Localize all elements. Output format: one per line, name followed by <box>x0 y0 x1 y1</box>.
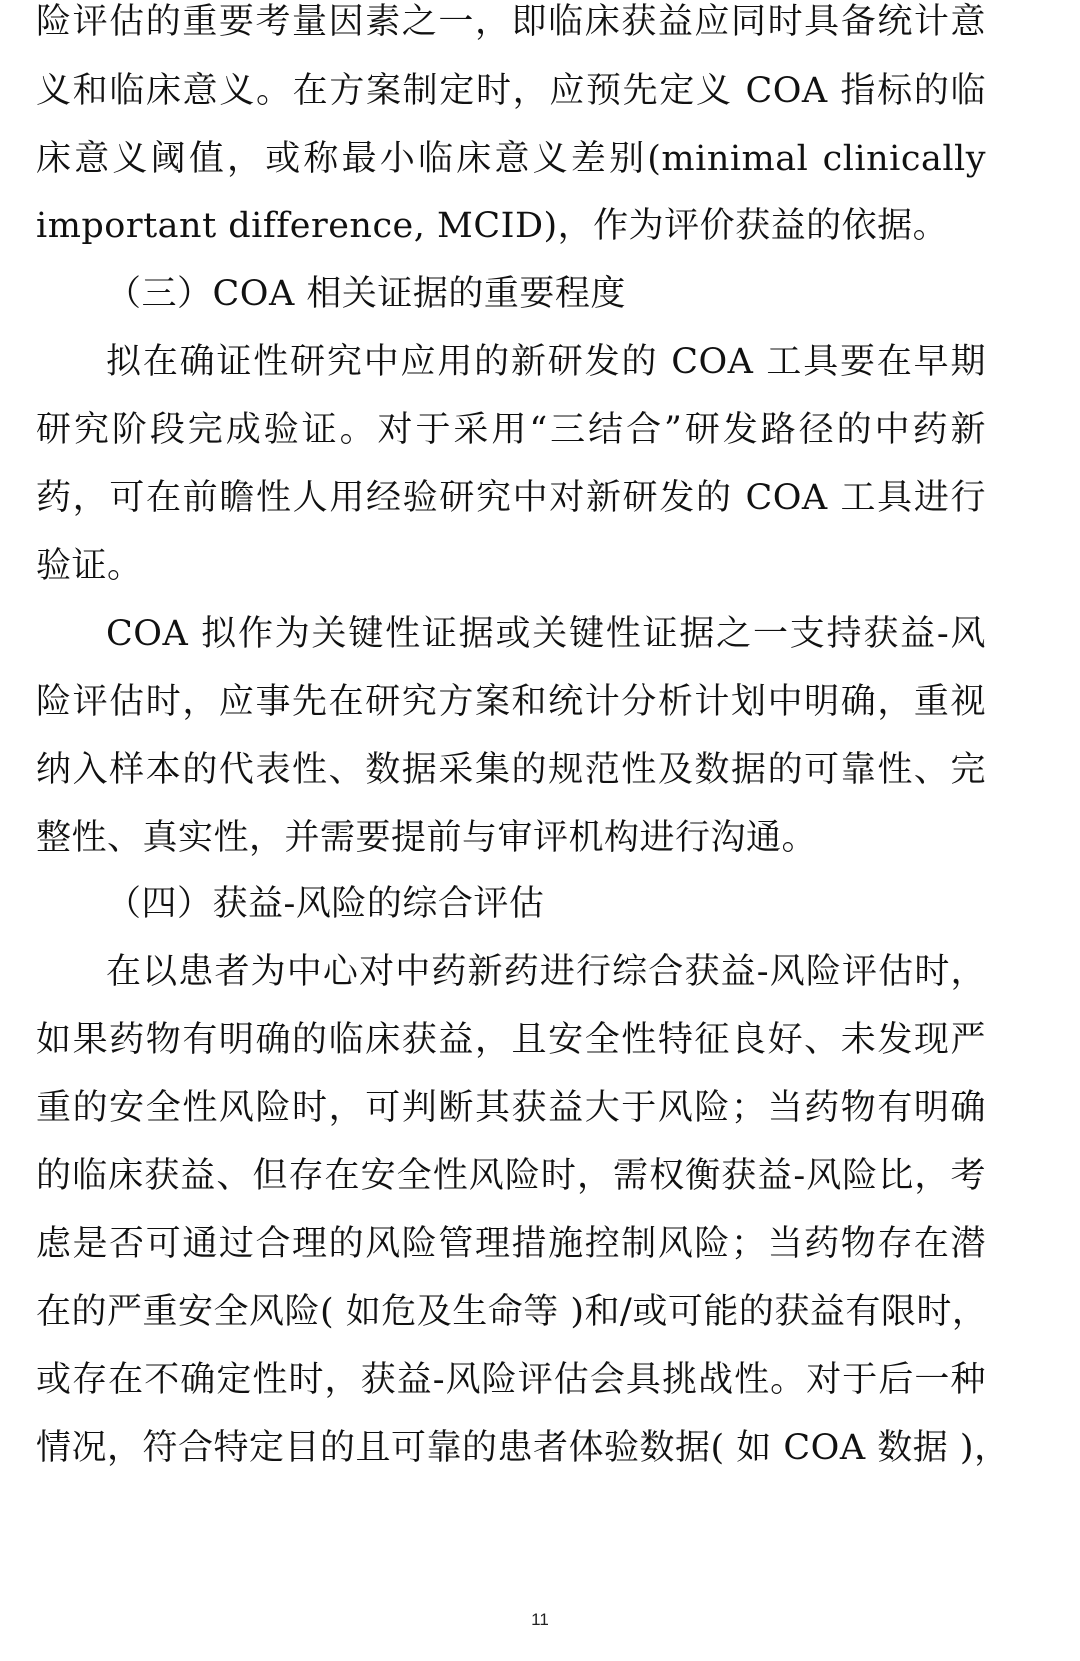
page-number: 11 <box>531 1610 549 1629</box>
text-line: 的临床获益、但存在安全性风险时，需权衡获益-风险比，考 <box>36 1156 986 1196</box>
text-line: 研究阶段完成验证。对于采用“三结合”研发路径的中药新 <box>36 410 986 450</box>
text-line: important difference, MCID)，作为评价获益的依据。 <box>36 206 949 246</box>
section-heading: （三）COA 相关证据的重要程度 <box>106 274 626 314</box>
text-line: 虑是否可通过合理的风险管理措施控制风险；当药物存在潜 <box>36 1224 986 1264</box>
text-line: 床意义阈值，或称最小临床意义差别(minimal clinically <box>36 139 986 179</box>
text-line: 在以患者为中心对中药新药进行综合获益-风险评估时， <box>106 952 986 992</box>
text-line: 险评估时，应事先在研究方案和统计分析计划中明确，重视 <box>36 682 986 722</box>
text-line: 在的严重安全风险( 如危及生命等 )和/或可能的获益有限时， <box>36 1292 988 1332</box>
text-line: 义和临床意义。在方案制定时，应预先定义 COA 指标的临 <box>36 71 986 111</box>
text-line: 或存在不确定性时，获益-风险评估会具挑战性。对于后一种 <box>36 1360 986 1400</box>
text-line: 重的安全性风险时，可判断其获益大于风险；当药物有明确 <box>36 1088 986 1128</box>
text-line: 如果药物有明确的临床获益，且安全性特征良好、未发现严 <box>36 1020 986 1060</box>
text-line: 纳入样本的代表性、数据采集的规范性及数据的可靠性、完 <box>36 750 986 790</box>
text-line: 拟在确证性研究中应用的新研发的 COA 工具要在早期 <box>106 342 986 382</box>
text-line: 验证。 <box>36 546 143 586</box>
text-line: 药，可在前瞻性人用经验研究中对新研发的 COA 工具进行 <box>36 478 986 518</box>
text-line: 整性、真实性，并需要提前与审评机构进行沟通。 <box>36 818 818 858</box>
text-line: COA 拟作为关键性证据或关键性证据之一支持获益-风 <box>106 614 986 654</box>
text-line: 情况，符合特定目的且可靠的患者体验数据( 如 COA 数据 )， <box>36 1428 1010 1468</box>
section-heading: （四）获益-风险的综合评估 <box>106 884 545 924</box>
text-line: 险评估的重要考量因素之一，即临床获益应同时具备统计意 <box>36 2 986 42</box>
